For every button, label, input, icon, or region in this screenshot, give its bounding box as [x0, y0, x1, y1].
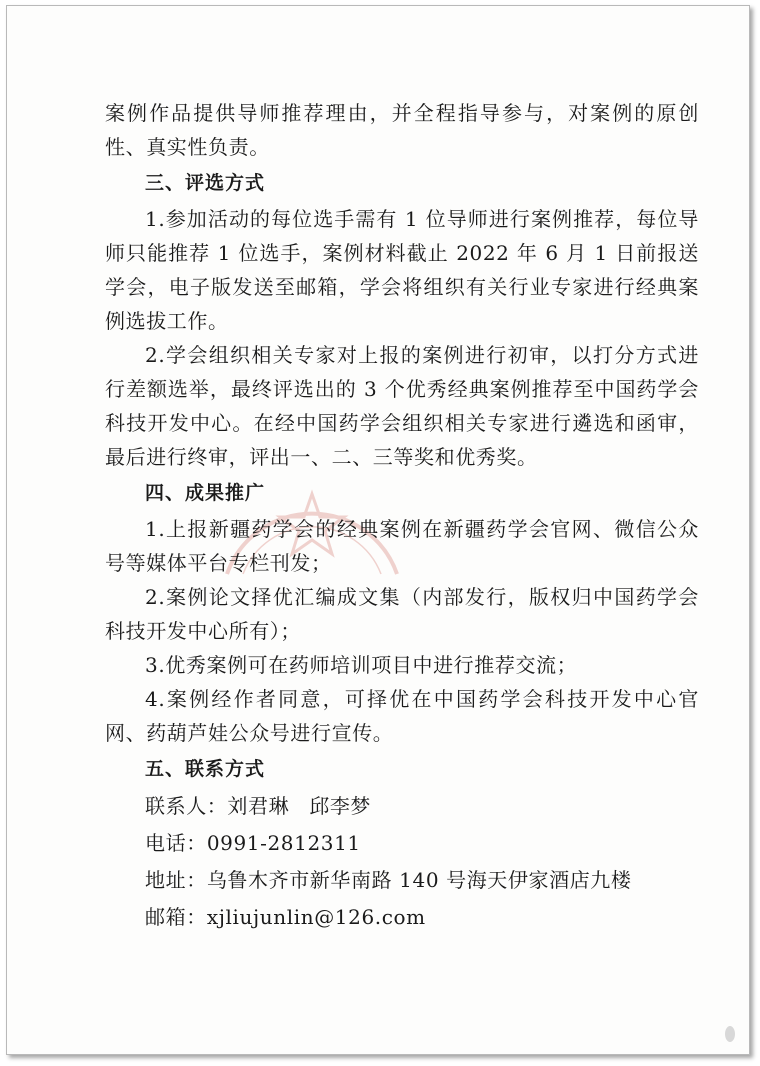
address-label: 地址： [145, 868, 207, 892]
contact-person-label: 联系人： [145, 794, 228, 818]
address-line [105, 862, 699, 899]
corner-smudge [725, 1026, 735, 1042]
document-page [6, 5, 750, 1055]
intro-paragraph: 案例作品提供导师推荐理由，并全程指导参与，对案例的原创性、真实性负责。 [105, 101, 699, 159]
contact-person-line [105, 788, 699, 825]
document-body [105, 96, 699, 936]
contact-person-name-2: 邱李梦 [309, 794, 372, 818]
contact-person-name-1: 刘君琳 [227, 794, 290, 818]
address-value: 乌鲁木齐市新华南路 140 号海天伊家酒店九楼 [206, 868, 632, 892]
phone-value: 0991-2812311 [206, 831, 361, 855]
section3-heading: 三、评选方式 [145, 172, 266, 194]
section5-heading: 五、联系方式 [145, 758, 266, 780]
section4-heading: 四、成果推广 [145, 482, 266, 504]
phone-line [105, 825, 699, 862]
section4-paragraph-4: 4.案例经作者同意，可择优在中国药学会科技开发中心官网、药葫芦娃公众号进行宣传。 [105, 687, 699, 745]
section3-paragraph-2: 2.学会组织相关专家对上报的案例进行初审，以打分方式进行差额选举，最终评选出的 3 个优秀经典案例推荐至中国药学会科技开发中心。在经中国药学会组织相关专家进行遴选和函审，最后进行终审，评出一、二、三等奖和优秀奖。 [105, 343, 699, 469]
email-line [105, 899, 699, 936]
email-value: xjliujunlin@126.com [206, 905, 426, 929]
section4-paragraph-1: 1.上报新疆药学会的经典案例在新疆药学会官网、微信公众号等媒体平台专栏刊发； [105, 517, 699, 575]
section3-paragraph-1: 1.参加活动的每位选手需有 1 位导师进行案例推荐，每位导师只能推荐 1 位选手，案例材料截止 2022 年 6 月 1 日前报送学会，电子版发送至邮箱，学会将组织有关行业专家进行经典案例选拔工作。 [105, 207, 699, 333]
section4-paragraph-3: 3.优秀案例可在药师培训项目中进行推荐交流； [145, 653, 578, 677]
phone-label: 电话： [145, 831, 207, 855]
section4-paragraph-2: 2.案例论文择优汇编成文集（内部发行，版权归中国药学会科技开发中心所有）； [105, 585, 699, 643]
email-label: 邮箱： [145, 905, 207, 929]
